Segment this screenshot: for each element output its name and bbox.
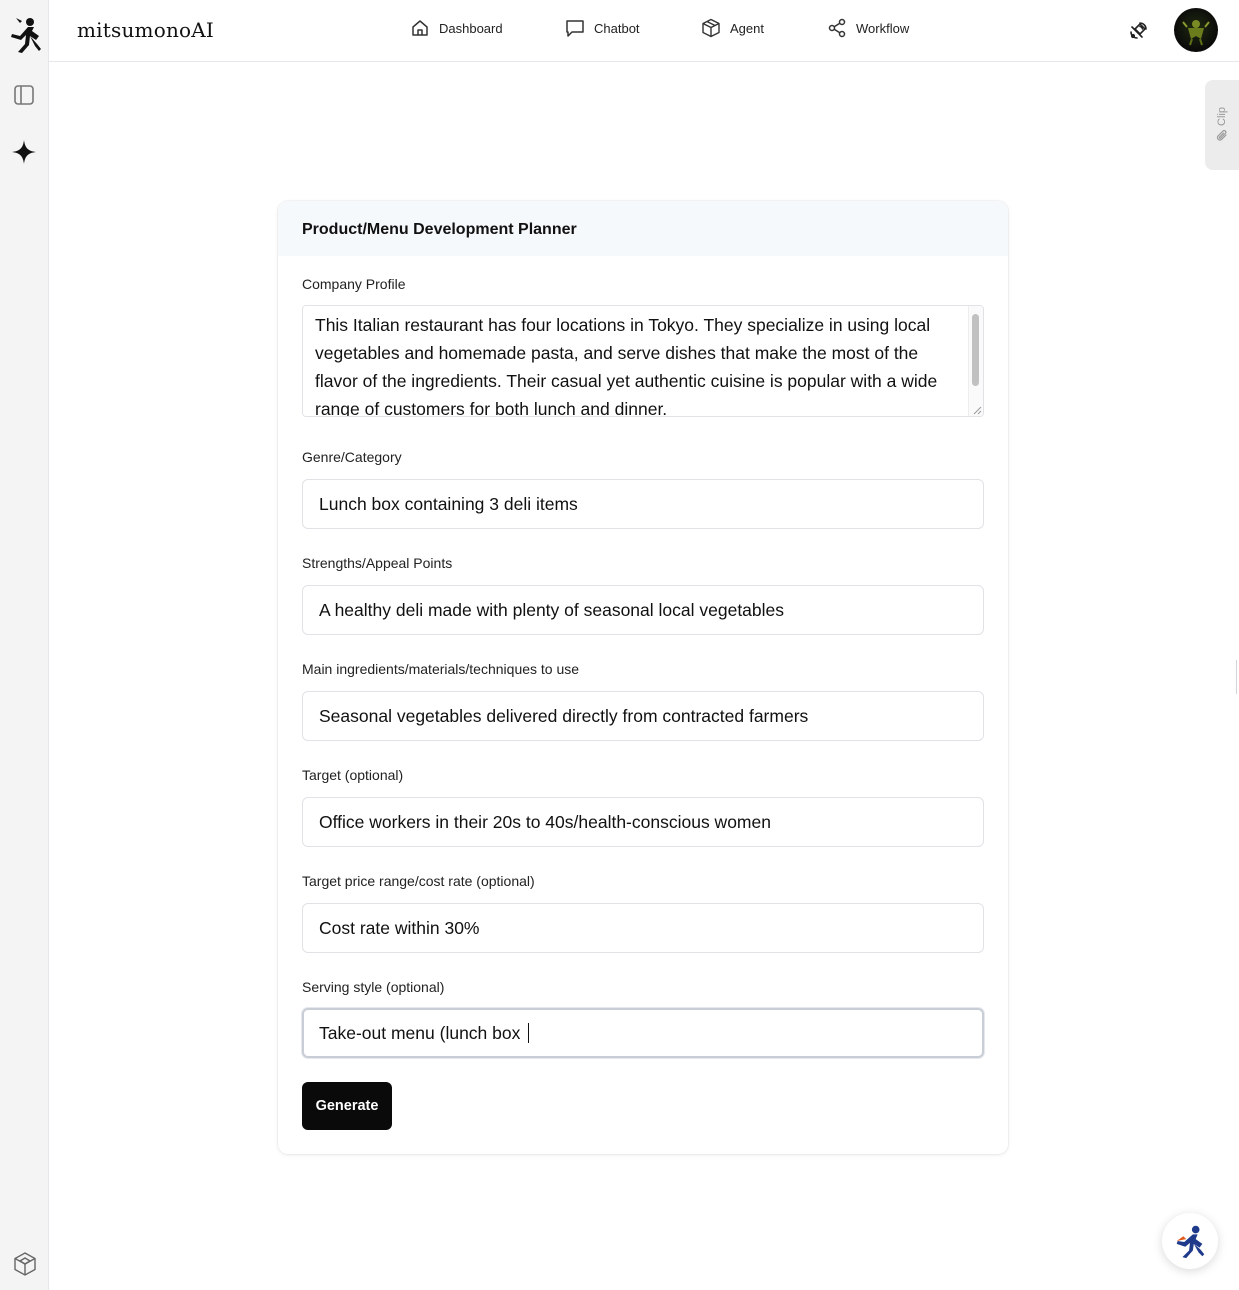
box-icon: [701, 18, 721, 38]
company-profile-label: Company Profile: [302, 276, 406, 292]
ninja-logo-icon[interactable]: [8, 16, 42, 54]
brand-name[interactable]: mitsumonoAI: [77, 18, 215, 42]
nav-agent-label: Agent: [730, 20, 764, 36]
strengths-label: Strengths/Appeal Points: [302, 555, 453, 571]
avatar[interactable]: [1174, 8, 1218, 52]
company-profile-field: [302, 305, 984, 417]
planner-form-card: [278, 201, 1008, 1154]
price-input[interactable]: [302, 903, 984, 953]
chat-icon: [565, 18, 585, 38]
satellite-signal-icon[interactable]: [1126, 19, 1150, 43]
target-label: Target (optional): [302, 767, 404, 783]
target-input[interactable]: [302, 797, 984, 847]
text-caret: [528, 1023, 529, 1043]
price-label: Target price range/cost rate (optional): [302, 873, 535, 889]
share-icon: [827, 18, 847, 38]
ingredients-label: Main ingredients/materials/techniques to use: [302, 661, 580, 677]
card-header: [278, 201, 1008, 256]
serving-style-label: Serving style (optional): [302, 979, 445, 995]
nav-chatbot[interactable]: [565, 18, 640, 38]
cube-icon[interactable]: [12, 1251, 38, 1277]
top-navigation-bar: [49, 0, 1239, 62]
nav-dashboard[interactable]: [410, 18, 503, 38]
generate-button[interactable]: Generate: [302, 1082, 392, 1130]
strengths-input[interactable]: [302, 585, 984, 635]
home-icon: [410, 18, 430, 38]
ninja-assistant-icon[interactable]: [1162, 1213, 1218, 1269]
serving-style-input[interactable]: [302, 1008, 984, 1058]
panel-toggle-icon[interactable]: [13, 84, 35, 106]
nav-workflow[interactable]: [827, 18, 909, 38]
nav-chatbot-label: Chatbot: [594, 20, 640, 36]
ingredients-input[interactable]: [302, 691, 984, 741]
sparkle-icon[interactable]: [11, 139, 37, 165]
form-title: Product/Menu Development Planner: [302, 221, 577, 238]
company-profile-textarea[interactable]: [303, 306, 983, 416]
nav-agent[interactable]: [701, 18, 764, 38]
nav-workflow-label: Workflow: [856, 20, 910, 36]
clip-label: Clip: [1216, 106, 1228, 126]
resize-grip-icon[interactable]: [972, 405, 982, 415]
sidebar-rail: [0, 0, 49, 1290]
nav-dashboard-label: Dashboard: [439, 20, 503, 36]
genre-label: Genre/Category: [302, 449, 402, 465]
scrollbar-thumb[interactable]: [972, 314, 979, 386]
textarea-scrollbar[interactable]: [968, 306, 983, 416]
paperclip-icon: [1215, 129, 1229, 143]
clip-tab[interactable]: [1205, 80, 1239, 170]
genre-input[interactable]: [302, 479, 984, 529]
